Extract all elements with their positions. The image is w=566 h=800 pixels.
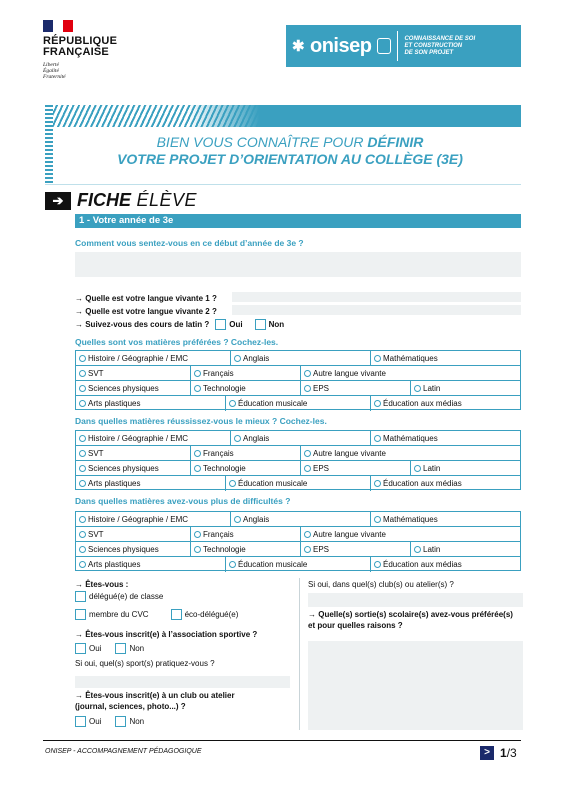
subject-label: Français — [203, 448, 234, 458]
grid1-latin[interactable] — [411, 381, 520, 396]
section-1-title: 1 - Votre année de 3e — [75, 214, 521, 228]
radio-icon[interactable] — [79, 546, 86, 553]
subject-label: Autre langue vivante — [313, 448, 386, 458]
subject-label: Technologie — [203, 383, 246, 393]
radio-icon[interactable] — [79, 400, 86, 407]
grid3-hist[interactable] — [76, 512, 231, 527]
grid3-musique[interactable] — [226, 557, 371, 572]
radio-icon[interactable] — [374, 435, 381, 442]
cvc-option[interactable] — [75, 609, 238, 620]
grid3-latin[interactable] — [411, 542, 520, 557]
subject-label: Histoire / Géographie / EMC — [88, 353, 189, 363]
radio-icon[interactable] — [304, 370, 311, 377]
subject-label: Arts plastiques — [88, 560, 141, 569]
club-oui-label: Oui — [89, 717, 102, 726]
radio-icon[interactable] — [79, 561, 86, 568]
grid2-latin[interactable] — [411, 461, 520, 476]
column-divider — [299, 578, 300, 730]
radio-icon[interactable] — [194, 531, 201, 538]
subject-label: Éducation aux médias — [383, 399, 462, 408]
grid2-physique[interactable] — [76, 461, 191, 476]
radio-icon[interactable] — [79, 480, 86, 487]
grid1-title: Quelles sont vos matières préférées ? Cochez-les. — [75, 337, 279, 347]
subject-label: Anglais — [243, 353, 270, 363]
subject-label: Latin — [423, 544, 441, 554]
fiche-title — [77, 190, 197, 211]
republique-francaise-logo — [43, 20, 133, 80]
grid2-francais[interactable] — [191, 446, 301, 461]
cvc-label: membre du CVC — [89, 610, 149, 619]
radio-icon[interactable] — [374, 400, 381, 407]
grid1-anglais[interactable] — [231, 351, 371, 366]
rf-motto — [43, 62, 133, 80]
club-question-line1: → Êtes-vous inscrit(e) à un club ou atelier — [75, 691, 235, 700]
radio-icon[interactable] — [194, 450, 201, 457]
grid1-francais[interactable] — [191, 366, 301, 381]
banner-solid — [45, 105, 521, 127]
page-total: /3 — [506, 746, 517, 760]
sortie-answer-field[interactable] — [308, 641, 523, 730]
lv2-field[interactable] — [232, 305, 521, 315]
banner-side-stripes — [45, 105, 53, 185]
onisep-wordmark: onisep — [310, 34, 372, 57]
grid1-maths[interactable] — [371, 351, 520, 366]
radio-icon[interactable] — [229, 480, 236, 487]
radio-icon[interactable] — [194, 546, 201, 553]
asso-question: → Êtes-vous inscrit(e) à l’association sportive ? — [75, 630, 258, 639]
tagline-1: CONNAISSANCE DE SOI — [404, 35, 476, 42]
page-current: 1 — [500, 746, 507, 760]
asso-options — [75, 643, 144, 654]
page-number — [500, 746, 517, 760]
fiche-bold: FICHE — [77, 190, 131, 210]
radio-icon[interactable] — [79, 435, 86, 442]
radio-icon[interactable] — [374, 355, 381, 362]
subject-label: Latin — [423, 383, 441, 393]
subject-label: SVT — [88, 368, 104, 378]
subject-label: Éducation aux médias — [383, 479, 462, 488]
sortie-question-line1: → Quelle(s) sortie(s) scolaire(s) avez-vous préférée(s) — [308, 610, 513, 619]
club-question-line2: (journal, sciences, photo...) ? — [75, 702, 186, 711]
grid2 — [75, 430, 521, 490]
french-flag-icon — [43, 20, 73, 32]
club-non-label: Non — [129, 717, 145, 726]
banner-light: BIEN VOUS CONNAÎTRE POUR — [156, 134, 368, 150]
subject-label: Arts plastiques — [88, 399, 141, 408]
radio-icon[interactable] — [374, 561, 381, 568]
radio-icon[interactable] — [304, 385, 311, 392]
grid2-medias[interactable] — [371, 476, 520, 491]
onisep-star-icon: ✱ — [292, 38, 305, 55]
grid2-musique[interactable] — [226, 476, 371, 491]
grid1 — [75, 350, 521, 410]
radio-icon[interactable] — [79, 355, 86, 362]
grid1-physique[interactable] — [76, 381, 191, 396]
motto-liberte: Liberté — [43, 62, 59, 68]
club-which-question: Si oui, dans quel(s) club(s) ou atelier(s) ? — [308, 580, 454, 589]
tagline-2: ET CONSTRUCTION — [404, 42, 463, 49]
grid3 — [75, 511, 521, 571]
grid2-svt[interactable] — [76, 446, 191, 461]
banner-title-line1 — [60, 134, 520, 150]
motto-egalite: Égalité — [43, 68, 59, 74]
radio-icon[interactable] — [194, 465, 201, 472]
grid2-eps[interactable] — [301, 461, 411, 476]
grid2-arts[interactable] — [76, 476, 226, 491]
eco-checkbox[interactable] — [171, 609, 182, 620]
latin-non-label: Non — [268, 320, 285, 329]
etes-vous-label: → Êtes-vous : — [75, 580, 129, 589]
grid3-title: Dans quelles matières avez-vous plus de difficultés ? — [75, 496, 291, 506]
subject-label: SVT — [88, 448, 104, 458]
radio-icon[interactable] — [234, 355, 241, 362]
grid1-techno[interactable] — [191, 381, 301, 396]
lv1-label: → Quelle est votre langue vivante 1 ? — [75, 294, 217, 303]
footer-line — [43, 740, 521, 741]
grid3-eps[interactable] — [301, 542, 411, 557]
grid3-autre-lv[interactable] — [301, 527, 520, 542]
subject-label: EPS — [313, 383, 330, 393]
grid1-svt[interactable] — [76, 366, 191, 381]
radio-icon[interactable] — [414, 465, 421, 472]
subject-label: Autre langue vivante — [313, 529, 386, 539]
cvc-checkbox[interactable] — [75, 609, 86, 620]
radio-icon[interactable] — [414, 546, 421, 553]
grid2-title: Dans quelles matières réussissez-vous le mieux ? Cochez-les. — [75, 416, 327, 426]
grid3-svt[interactable] — [76, 527, 191, 542]
grid2-techno[interactable] — [191, 461, 301, 476]
grid3-arts[interactable] — [76, 557, 226, 572]
subject-label: Éducation musicale — [238, 560, 308, 569]
latin-label: → Suivez-vous des cours de latin ? — [75, 320, 210, 329]
eco-option[interactable] — [171, 609, 239, 620]
asso-non-label: Non — [129, 644, 145, 653]
radio-icon[interactable] — [194, 370, 201, 377]
banner-bold: DÉFINIR — [367, 134, 424, 150]
grid1-eps[interactable] — [301, 381, 411, 396]
latin-oui-label: Oui — [229, 320, 243, 329]
subject-label: Latin — [423, 463, 441, 473]
radio-icon[interactable] — [234, 516, 241, 523]
asso-oui-checkbox[interactable] — [75, 643, 86, 654]
latin-oui[interactable] — [215, 319, 242, 330]
subject-label: Technologie — [203, 544, 246, 554]
subject-label: Mathématiques — [383, 433, 438, 443]
subject-label: Éducation musicale — [238, 399, 308, 408]
subject-label: Arts plastiques — [88, 479, 141, 488]
latin-row — [75, 319, 284, 330]
grid1-hist[interactable] — [76, 351, 231, 366]
asso-oui-label: Oui — [89, 644, 102, 653]
subject-label: Sciences physiques — [88, 383, 159, 393]
onisep-badge-icon — [377, 38, 391, 54]
grid3-maths[interactable] — [371, 512, 520, 527]
sortie-question-line2: et pour quelles raisons ? — [308, 621, 403, 630]
banner-title-line2: VOTRE PROJET D’ORIENTATION AU COLLÈGE (3E) — [117, 151, 463, 167]
radio-icon[interactable] — [79, 531, 86, 538]
subject-label: Anglais — [243, 514, 270, 524]
radio-icon[interactable] — [304, 450, 311, 457]
subject-label: Autre langue vivante — [313, 368, 386, 378]
radio-icon[interactable] — [79, 450, 86, 457]
subject-label: Sciences physiques — [88, 544, 159, 554]
subject-label: Éducation musicale — [238, 479, 308, 488]
subject-label: Français — [203, 529, 234, 539]
grid2-anglais[interactable] — [231, 431, 371, 446]
onisep-tagline — [404, 36, 475, 57]
delegue-option[interactable] — [75, 591, 163, 602]
radio-icon[interactable] — [79, 465, 86, 472]
sports-field[interactable] — [75, 676, 290, 688]
onisep-logo — [286, 25, 521, 67]
grid1-medias[interactable] — [371, 396, 520, 411]
asso-non-checkbox[interactable] — [115, 643, 126, 654]
grid2-hist[interactable] — [76, 431, 231, 446]
radio-icon[interactable] — [194, 385, 201, 392]
radio-icon[interactable] — [374, 516, 381, 523]
onisep-separator — [397, 31, 398, 61]
radio-icon[interactable] — [229, 561, 236, 568]
rf-line1: RÉPUBLIQUE — [43, 35, 118, 47]
latin-oui-checkbox[interactable] — [215, 319, 226, 330]
club-non-checkbox[interactable] — [115, 716, 126, 727]
radio-icon[interactable] — [304, 546, 311, 553]
club-which-field[interactable] — [308, 593, 523, 607]
grid3-techno[interactable] — [191, 542, 301, 557]
grid2-maths[interactable] — [371, 431, 520, 446]
subject-label: Histoire / Géographie / EMC — [88, 514, 189, 524]
banner-bottom-line — [45, 184, 521, 185]
radio-icon[interactable] — [79, 516, 86, 523]
grid1-arts[interactable] — [76, 396, 226, 411]
radio-icon[interactable] — [79, 385, 86, 392]
lv1-field[interactable] — [232, 292, 521, 302]
grid1-autre-lv[interactable] — [301, 366, 520, 381]
fiche-arrow-icon: ➔ — [45, 192, 71, 210]
subject-label: EPS — [313, 463, 330, 473]
tagline-3: DE SON PROJET — [404, 49, 454, 56]
subject-label: SVT — [88, 529, 104, 539]
subject-label: Mathématiques — [383, 514, 438, 524]
radio-icon[interactable] — [374, 480, 381, 487]
feeling-answer-field[interactable] — [75, 252, 521, 277]
footer-text: ONISEP - ACCOMPAGNEMENT PÉDAGOGIQUE — [45, 748, 202, 755]
grid1-musique[interactable] — [226, 396, 371, 411]
club-oui-checkbox[interactable] — [75, 716, 86, 727]
grid3-francais[interactable] — [191, 527, 301, 542]
question-feeling: Comment vous sentez-vous en ce début d’année de 3e ? — [75, 238, 304, 248]
next-page-icon[interactable]: > — [480, 746, 494, 760]
latin-non[interactable] — [255, 319, 285, 330]
grid3-anglais[interactable] — [231, 512, 371, 527]
grid3-medias[interactable] — [371, 557, 520, 572]
delegue-checkbox[interactable] — [75, 591, 86, 602]
sports-question: Si oui, quel(s) sport(s) pratiquez-vous ? — [75, 659, 215, 668]
radio-icon[interactable] — [304, 531, 311, 538]
grid3-physique[interactable] — [76, 542, 191, 557]
subject-label: Sciences physiques — [88, 463, 159, 473]
subject-label: Français — [203, 368, 234, 378]
eco-label: éco-délégué(e) — [184, 610, 239, 619]
rf-line2: FRANÇAISE — [43, 46, 109, 58]
radio-icon[interactable] — [229, 400, 236, 407]
delegue-label: délégué(e) de classe — [89, 592, 164, 601]
lv2-label: → Quelle est votre langue vivante 2 ? — [75, 307, 217, 316]
radio-icon[interactable] — [414, 385, 421, 392]
radio-icon[interactable] — [234, 435, 241, 442]
subject-label: Histoire / Géographie / EMC — [88, 433, 189, 443]
motto-fraternite: Fraternité — [43, 74, 66, 80]
subject-label: Technologie — [203, 463, 246, 473]
fiche-rest: ÉLÈVE — [131, 190, 198, 210]
grid2-autre-lv[interactable] — [301, 446, 520, 461]
club-options — [75, 716, 144, 727]
subject-label: Éducation aux médias — [383, 560, 462, 569]
radio-icon[interactable] — [79, 370, 86, 377]
latin-non-checkbox[interactable] — [255, 319, 266, 330]
subject-label: EPS — [313, 544, 330, 554]
subject-label: Mathématiques — [383, 353, 438, 363]
subject-label: Anglais — [243, 433, 270, 443]
radio-icon[interactable] — [304, 465, 311, 472]
